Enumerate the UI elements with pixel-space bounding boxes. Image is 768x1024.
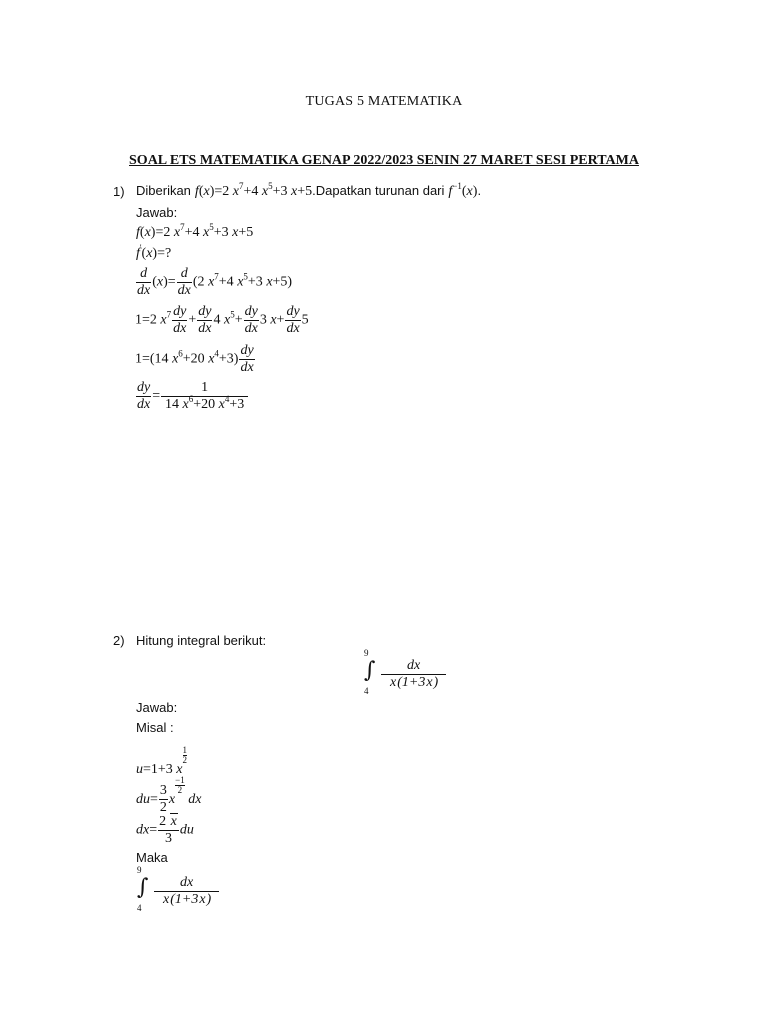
question-2-misal-label: Misal : bbox=[136, 720, 174, 735]
q1-step-factor: 1=(14 $x^6+20$ $x^4+3$) $\frac{dy}{dx}$ bbox=[135, 343, 254, 375]
page-title: TUGAS 5 MATEMATIKA bbox=[305, 94, 463, 109]
question-1-answer-label: Jawab: bbox=[136, 205, 178, 220]
q1-step-function: f(x)=2 $x^7+4$ $x^5+3$ x+5 bbox=[136, 222, 254, 240]
question-1-inverse: $f^{-1}(x)$ bbox=[448, 181, 478, 199]
q2-substitution-dx: dx= $\frac{2 x}{3}$ du bbox=[136, 814, 194, 846]
q1-step-chain-rule: 1=2 $x^7$ $\frac{dy}{dx}$ + $\frac{dy}{dx}$ 4 $x^5+$ $\frac{dy}{dx}$ 3 x+ $\frac{dy}{dx}$ 5 bbox=[135, 304, 309, 336]
q1-step-result: $\frac{dy}{dx}$ = $\frac{1}{14 x^6+20 x^4+3}$ bbox=[135, 380, 249, 413]
question-1-intro: Diberikan bbox=[136, 183, 191, 198]
q1-step-derivative-unknown: f'(x)=? bbox=[136, 243, 172, 261]
question-2-intro: Hitung integral berikut: bbox=[136, 633, 267, 648]
question-2-maka-label: Maka bbox=[136, 850, 168, 865]
q2-substitution-du: du= $\frac{3}{2}$ x $\frac{-1}{2}$ dx bbox=[136, 775, 202, 816]
question-1-number: 1) bbox=[113, 184, 125, 199]
q2-integral-restated: 9 ∫ 4 $\frac{dx}{x(1+3x)}$ bbox=[135, 873, 220, 909]
q2-substitution-u: u=1+3 x $\frac{1}{2}$ bbox=[136, 745, 188, 777]
question-1-task: .Dapatkan turunan dari bbox=[312, 183, 445, 198]
q2-integral-display: 9 ∫ 4 $\frac{dx}{x(1+3x)}$ bbox=[362, 656, 447, 692]
question-2-answer-label: Jawab: bbox=[136, 700, 178, 715]
question-2-number: 2) bbox=[113, 633, 125, 648]
question-1-prompt: Diberikan f(x)=2 $x^7+4$ $x^5+3$ x+5.Dapatkan turunan dari $f^{-1}(x)$. bbox=[136, 181, 482, 199]
exam-subtitle: SOAL ETS MATEMATIKA GENAP 2022/2023 SENIN 27 MARET SESI PERTAMA bbox=[129, 153, 639, 168]
q1-step-differentiate: $\frac{d}{dx}$ (x)= $\frac{d}{dx}$ (2 $x^7+4$ $x^5+3$ x+5) bbox=[137, 266, 293, 298]
question-1-function: f(x)=2 $x^7+4$ $x^5+3$ x+5 bbox=[194, 181, 313, 199]
